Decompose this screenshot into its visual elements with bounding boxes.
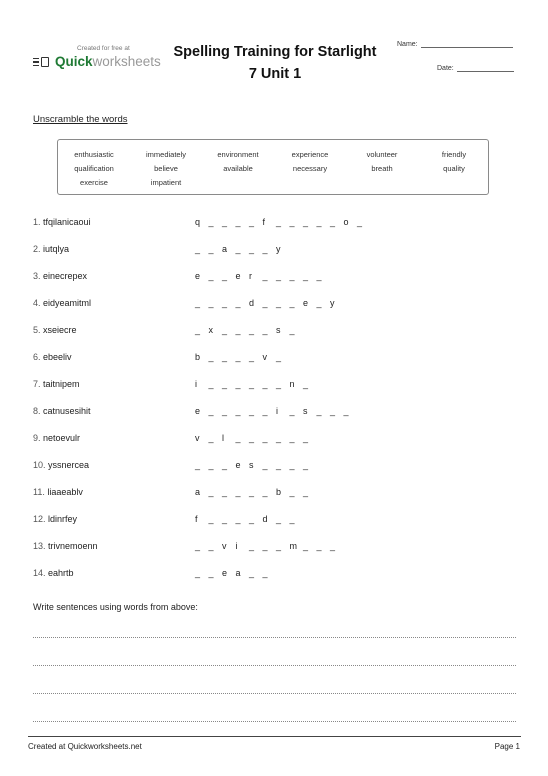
- answer-blank: _: [262, 271, 268, 281]
- answer-blank: _: [262, 460, 268, 470]
- word-bank-item: immediately: [145, 150, 187, 159]
- answer-blank: _: [208, 433, 214, 443]
- scrambled-word: catnusesihit: [43, 406, 91, 416]
- answer-hint-letter: e: [195, 271, 201, 281]
- answer-hint-letter: e: [303, 298, 309, 308]
- question-number: 3.: [33, 271, 41, 281]
- answer-hint-letter: b: [276, 487, 282, 497]
- answer-blank: _: [208, 460, 214, 470]
- name-line[interactable]: [421, 40, 513, 48]
- footer-credit: Created at Quickworksheets.net: [28, 742, 142, 751]
- answer-blank: _: [195, 244, 201, 254]
- question-number: 10.: [33, 460, 46, 470]
- answer-hint-letter: l: [222, 433, 224, 443]
- answer-blank: _: [208, 298, 214, 308]
- answer-blank: _: [222, 325, 228, 335]
- answer-blank: _: [235, 298, 241, 308]
- answer-blank: _: [303, 271, 309, 281]
- answer-hint-letter: a: [235, 568, 241, 578]
- answer-hint-letter: x: [208, 325, 213, 335]
- answer-blank: _: [208, 406, 214, 416]
- question-number: 13.: [33, 541, 46, 551]
- scrambled-word: liaaeablv: [47, 487, 83, 497]
- answer-blank: _: [262, 433, 268, 443]
- answer-blank: _: [249, 217, 255, 227]
- date-label: Date:: [437, 65, 454, 72]
- answer-blank: _: [276, 433, 282, 443]
- answer-blank: _: [316, 298, 322, 308]
- question-row: [33, 433, 80, 443]
- answer-hint-letter: i: [235, 541, 238, 551]
- question-row: [33, 325, 77, 335]
- scrambled-word: ldinrfey: [48, 514, 78, 524]
- name-field[interactable]: [397, 40, 513, 48]
- answer-blank: _: [195, 298, 201, 308]
- answer-blank: _: [235, 217, 241, 227]
- date-field[interactable]: [437, 64, 514, 72]
- answer-blank: _: [195, 325, 201, 335]
- answer-blank: _: [276, 217, 282, 227]
- scrambled-word: xseiecre: [43, 325, 77, 335]
- answer-blank: _: [249, 433, 255, 443]
- answer-blank: _: [249, 325, 255, 335]
- answer-blank: _: [303, 460, 309, 470]
- word-bank-item: necessary: [292, 164, 328, 173]
- question-row: [33, 460, 89, 470]
- answer-blank: _: [208, 568, 214, 578]
- answer-blank: _: [208, 244, 214, 254]
- answer-blank: _: [222, 379, 228, 389]
- quickworksheets-logo: [33, 45, 163, 75]
- word-bank-item: impatient: [150, 178, 182, 187]
- answer-blank: _: [235, 379, 241, 389]
- answer-pattern[interactable]: [195, 271, 330, 281]
- answer-pattern[interactable]: [195, 352, 290, 362]
- answer-hint-letter: a: [222, 244, 228, 254]
- writing-line[interactable]: [33, 637, 516, 638]
- word-bank: [57, 139, 489, 195]
- answer-hint-letter: i: [195, 379, 197, 389]
- answer-hint-letter: v: [195, 433, 200, 443]
- scrambled-word: eidyeamitml: [43, 298, 92, 308]
- answer-blank: _: [303, 379, 309, 389]
- word-bank-item: believe: [154, 164, 178, 173]
- answer-blank: _: [222, 514, 228, 524]
- word-bank-item: quality: [443, 164, 465, 173]
- answer-blank: _: [195, 460, 201, 470]
- word-bank-item: volunteer: [366, 150, 398, 159]
- answer-blank: _: [276, 514, 282, 524]
- scrambled-word: netoevulr: [43, 433, 81, 443]
- answer-pattern[interactable]: [195, 460, 317, 470]
- word-bank-item: experience: [291, 150, 329, 159]
- question-row: [33, 379, 80, 389]
- name-label: Name:: [397, 41, 418, 48]
- answer-blank: _: [303, 433, 309, 443]
- logo-worksheets-text: worksheets: [92, 54, 161, 69]
- answer-blank: _: [316, 541, 322, 551]
- question-number: 7.: [33, 379, 41, 389]
- logo-tagline: Created for free at: [77, 45, 130, 52]
- answer-blank: _: [262, 379, 268, 389]
- answer-blank: _: [249, 487, 255, 497]
- answer-blank: _: [208, 271, 214, 281]
- worksheet-title: Spelling Training for Starlight: [173, 44, 377, 60]
- question-number: 6.: [33, 352, 41, 362]
- answer-blank: _: [249, 541, 255, 551]
- answer-hint-letter: y: [276, 244, 281, 254]
- question-row: [33, 487, 83, 497]
- answer-blank: _: [249, 244, 255, 254]
- answer-blank: _: [195, 568, 201, 578]
- answer-blank: _: [208, 217, 214, 227]
- answer-blank: _: [235, 244, 241, 254]
- scrambled-word: einecrepex: [43, 271, 88, 281]
- answer-pattern[interactable]: [195, 298, 344, 308]
- answer-hint-letter: q: [195, 217, 201, 227]
- answer-blank: _: [249, 406, 255, 416]
- answer-blank: _: [235, 433, 241, 443]
- answer-hint-letter: i: [276, 406, 278, 416]
- date-line[interactable]: [457, 64, 514, 72]
- answer-hint-letter: n: [289, 379, 295, 389]
- word-bank-item: enthusiastic: [74, 150, 114, 159]
- answer-hint-letter: a: [195, 487, 201, 497]
- word-bank-item: friendly: [441, 150, 467, 159]
- question-number: 4.: [33, 298, 41, 308]
- question-number: 14.: [33, 568, 46, 578]
- answer-hint-letter: d: [249, 298, 255, 308]
- word-bank-item: environment: [217, 150, 259, 159]
- answer-blank: _: [208, 352, 214, 362]
- answer-pattern[interactable]: [195, 568, 276, 578]
- answer-hint-letter: y: [330, 298, 335, 308]
- answer-pattern[interactable]: [195, 244, 290, 254]
- logo-quick-text: Quick: [55, 54, 93, 69]
- answer-hint-letter: b: [195, 352, 201, 362]
- question-row: [33, 541, 98, 551]
- answer-blank: _: [303, 487, 309, 497]
- answer-pattern[interactable]: [195, 325, 303, 335]
- answer-pattern[interactable]: [195, 487, 317, 497]
- answer-hint-letter: s: [249, 460, 254, 470]
- question-row: [33, 298, 91, 308]
- answer-blank: _: [249, 514, 255, 524]
- answer-blank: _: [276, 541, 282, 551]
- writing-line[interactable]: [33, 693, 516, 694]
- sentences-instruction: Write sentences using words from above:: [33, 602, 198, 612]
- word-bank-item: breath: [371, 164, 393, 173]
- question-row: [33, 271, 87, 281]
- answer-blank: _: [330, 406, 336, 416]
- answer-blank: _: [330, 541, 336, 551]
- question-number: 12.: [33, 514, 46, 524]
- answer-hint-letter: m: [289, 541, 297, 551]
- answer-blank: _: [235, 406, 241, 416]
- answer-blank: _: [357, 217, 363, 227]
- answer-blank: _: [343, 406, 349, 416]
- answer-blank: _: [222, 487, 228, 497]
- answer-hint-letter: o: [343, 217, 349, 227]
- answer-pattern[interactable]: [195, 541, 344, 551]
- answer-blank: _: [289, 325, 295, 335]
- answer-hint-letter: s: [276, 325, 281, 335]
- answer-blank: _: [235, 487, 241, 497]
- answer-blank: _: [235, 325, 241, 335]
- question-number: 9.: [33, 433, 41, 443]
- answer-pattern[interactable]: [195, 514, 303, 524]
- footer-divider: [28, 736, 521, 737]
- answer-blank: _: [262, 244, 268, 254]
- word-bank-item: available: [223, 164, 253, 173]
- scrambled-word: taitnipem: [43, 379, 80, 389]
- answer-blank: _: [276, 298, 282, 308]
- answer-blank: _: [289, 298, 295, 308]
- question-number: 8.: [33, 406, 41, 416]
- answer-blank: _: [276, 352, 282, 362]
- answer-blank: _: [289, 217, 295, 227]
- question-number: 5.: [33, 325, 41, 335]
- answer-blank: _: [208, 487, 214, 497]
- answer-blank: _: [262, 541, 268, 551]
- answer-blank: _: [276, 271, 282, 281]
- unscramble-instruction: Unscramble the words: [33, 114, 128, 125]
- answer-hint-letter: f: [195, 514, 198, 524]
- worksheet-icon: [33, 57, 51, 67]
- answer-blank: _: [289, 433, 295, 443]
- answer-blank: _: [262, 487, 268, 497]
- answer-blank: _: [222, 217, 228, 227]
- scrambled-word: ebeeliv: [43, 352, 72, 362]
- answer-pattern[interactable]: [195, 379, 317, 389]
- answer-blank: _: [208, 541, 214, 551]
- answer-pattern[interactable]: [195, 217, 371, 227]
- answer-blank: _: [235, 352, 241, 362]
- answer-blank: _: [289, 406, 295, 416]
- answer-blank: _: [222, 460, 228, 470]
- answer-blank: _: [289, 514, 295, 524]
- writing-line[interactable]: [33, 665, 516, 666]
- answer-hint-letter: e: [222, 568, 228, 578]
- question-row: [33, 406, 91, 416]
- answer-blank: _: [303, 217, 309, 227]
- scrambled-word: eahrtb: [48, 568, 74, 578]
- question-number: 2.: [33, 244, 41, 254]
- answer-blank: _: [276, 460, 282, 470]
- answer-blank: _: [208, 379, 214, 389]
- answer-blank: _: [222, 352, 228, 362]
- answer-blank: _: [249, 568, 255, 578]
- answer-blank: _: [316, 217, 322, 227]
- word-bank-item: exercise: [80, 178, 108, 187]
- answer-blank: _: [262, 406, 268, 416]
- scrambled-word: trivnemoenn: [48, 541, 98, 551]
- answer-hint-letter: r: [249, 271, 252, 281]
- logo-wordmark: [33, 54, 161, 69]
- answer-blank: _: [235, 514, 241, 524]
- question-number: 1.: [33, 217, 41, 227]
- answer-blank: _: [222, 406, 228, 416]
- answer-blank: _: [249, 379, 255, 389]
- answer-blank: _: [289, 460, 295, 470]
- answer-pattern[interactable]: [195, 406, 357, 416]
- answer-blank: _: [262, 298, 268, 308]
- scrambled-word: tfqilanicaoui: [43, 217, 91, 227]
- answer-blank: _: [222, 271, 228, 281]
- answer-hint-letter: v: [262, 352, 267, 362]
- question-number: 11.: [33, 487, 45, 497]
- scrambled-word: iutqlya: [43, 244, 70, 254]
- answer-blank: _: [289, 271, 295, 281]
- word-bank-item: qualification: [74, 164, 114, 173]
- answer-hint-letter: f: [262, 217, 266, 227]
- answer-blank: _: [316, 271, 322, 281]
- question-row: [33, 352, 72, 362]
- worksheet-subtitle: 7 Unit 1: [248, 66, 302, 82]
- answer-blank: _: [303, 541, 309, 551]
- answer-pattern[interactable]: [195, 433, 317, 443]
- answer-blank: _: [222, 298, 228, 308]
- answer-blank: _: [316, 406, 322, 416]
- answer-blank: _: [208, 514, 214, 524]
- answer-blank: _: [195, 541, 201, 551]
- answer-blank: _: [249, 352, 255, 362]
- answer-hint-letter: v: [222, 541, 227, 551]
- answer-blank: _: [262, 325, 268, 335]
- question-row: [33, 514, 77, 524]
- answer-blank: _: [289, 487, 295, 497]
- writing-line[interactable]: [33, 721, 516, 722]
- answer-blank: _: [330, 217, 336, 227]
- scrambled-word: yssnercea: [48, 460, 90, 470]
- answer-blank: _: [276, 379, 282, 389]
- answer-hint-letter: e: [235, 460, 241, 470]
- answer-hint-letter: d: [262, 514, 268, 524]
- question-row: [33, 568, 74, 578]
- question-row: [33, 244, 69, 254]
- answer-hint-letter: e: [195, 406, 201, 416]
- page-number: Page 1: [494, 742, 520, 751]
- question-row: [33, 217, 91, 227]
- answer-hint-letter: e: [235, 271, 241, 281]
- answer-hint-letter: s: [303, 406, 308, 416]
- answer-blank: _: [262, 568, 268, 578]
